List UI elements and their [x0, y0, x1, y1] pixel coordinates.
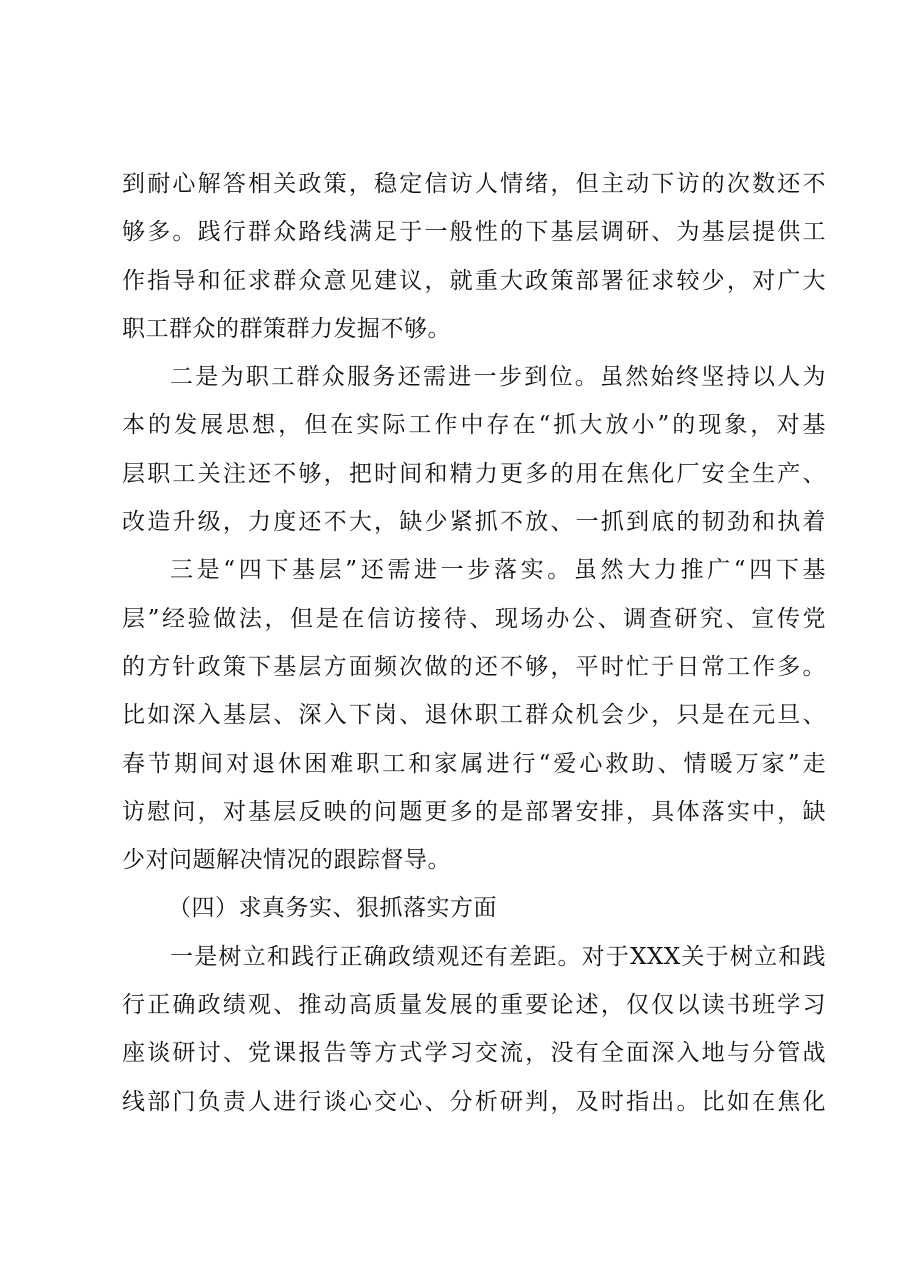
text-line: 职工群众的群策群力发掘不够。	[122, 315, 451, 342]
text-line: 访慰问，对基层反映的问题更多的是部署安排，具体落实中，缺	[122, 798, 826, 825]
text-line: 线部门负责人进行谈心交心、分析研判，及时指出。比如在焦化	[122, 1088, 826, 1115]
text-line: 到耐心解答相关政策，稳定信访人情绪，但主动下访的次数还不	[122, 171, 826, 197]
text-line: 改造升级，力度还不大，缺少紧抓不放、一抓到底的韧劲和执着	[122, 509, 826, 536]
section-heading: （四）求真务实、狠抓落实方面	[168, 895, 497, 922]
paragraph-start-line: 三是“四下基层”还需进一步落实。虽然大力推广“四下基	[170, 557, 826, 584]
text-line: 作指导和征求群众意见建议，就重大政策部署征求较少，对广大	[122, 267, 826, 294]
paragraph-start-line: 一是树立和践行正确政绩观还有差距。对于XXX关于树立和践	[170, 943, 826, 970]
text-line: 座谈研讨、党课报告等方式学习交流，没有全面深入地与分管战	[122, 1040, 826, 1067]
text-line: 少对问题解决情况的跟踪督导。	[122, 847, 451, 874]
text-line: 行正确政绩观、推动高质量发展的重要论述，仅仅以读书班学习	[122, 992, 826, 1019]
text-line: 本的发展思想，但在实际工作中存在“抓大放小”的现象，对基	[122, 412, 826, 439]
paragraph-start-line: 二是为职工群众服务还需进一步到位。虽然始终坚持以人为	[170, 364, 826, 391]
text-line: 春节期间对退休困难职工和家属进行“爱心救助、情暖万家”走	[122, 750, 826, 777]
text-line: 的方针政策下基层方面频次做的还不够，平时忙于日常工作多。	[122, 653, 826, 680]
text-line: 比如深入基层、深入下岗、退休职工群众机会少，只是在元旦、	[122, 702, 826, 729]
text-line: 够多。践行群众路线满足于一般性的下基层调研、为基层提供工	[122, 219, 826, 246]
text-line: 层”经验做法，但是在信访接待、现场办公、调查研究、宣传党	[122, 605, 826, 632]
text-line: 层职工关注还不够，把时间和精力更多的用在焦化厂安全生产、	[122, 460, 826, 487]
document-body	[122, 160, 826, 1126]
